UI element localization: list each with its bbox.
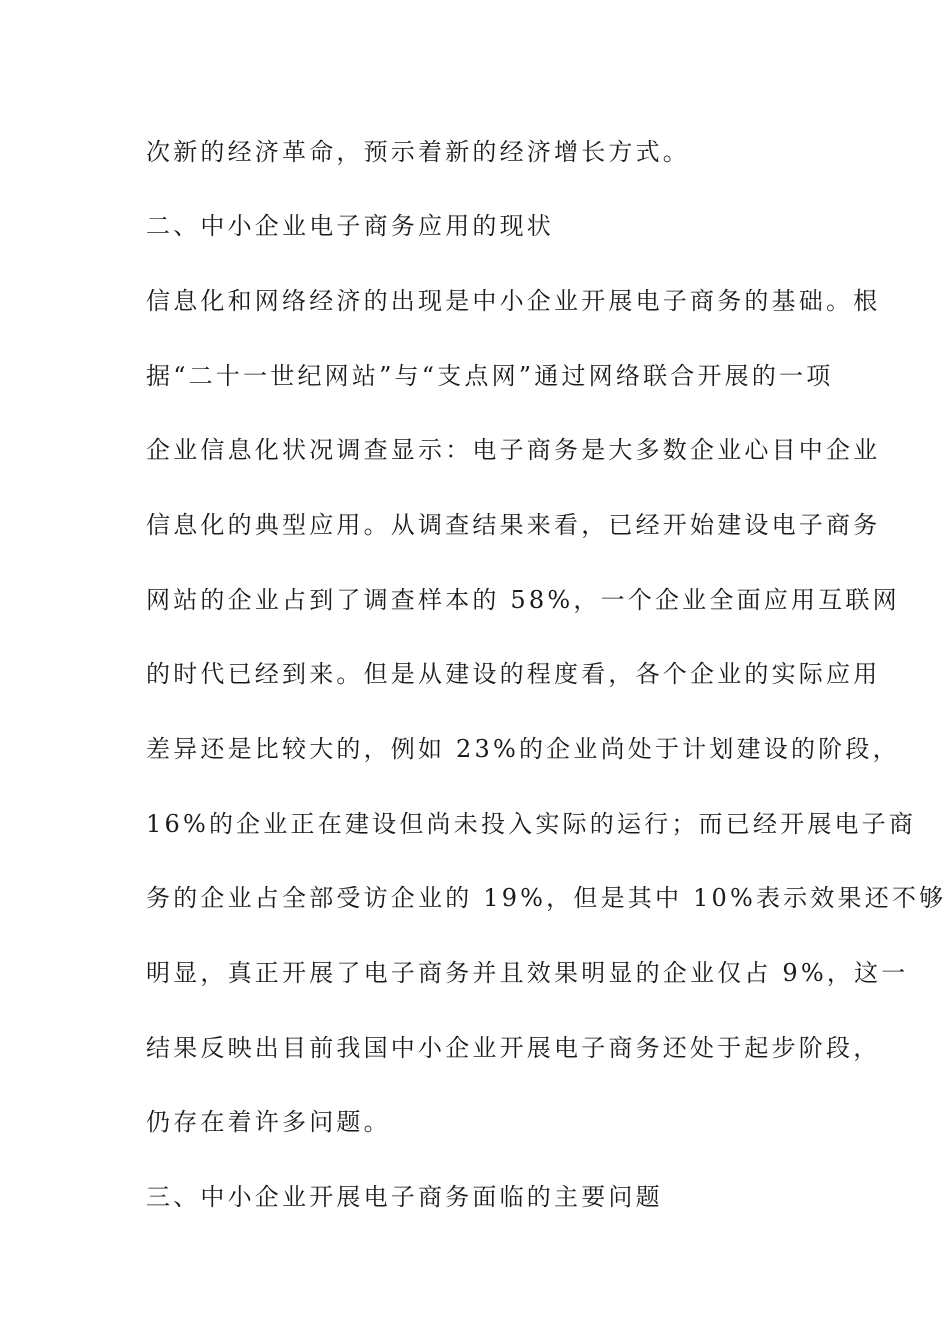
paragraph-line: 次新的经济革命，预示着新的经济增长方式。 [146, 138, 690, 166]
section-heading: 二、中小企业电子商务应用的现状 [146, 212, 554, 240]
paragraph-line: 网站的企业占到了调查样本的 58%，一个企业全面应用互联网 [146, 586, 900, 614]
paragraph-line: 明显，真正开展了电子商务并且效果明显的企业仅占 9%，这一 [146, 959, 909, 987]
paragraph-line: 差异还是比较大的，例如 23%的企业尚处于计划建设的阶段， [146, 735, 900, 763]
paragraph-line: 16%的企业正在建设但尚未投入实际的运行；而已经开展电子商 [146, 810, 917, 838]
section-heading: 三、中小企业开展电子商务面临的主要问题 [146, 1183, 663, 1211]
paragraph-line: 据“二十一世纪网站”与“支点网”通过网络联合开展的一项 [146, 362, 834, 390]
paragraph-line: 结果反映出目前我国中小企业开展电子商务还处于起步阶段， [146, 1034, 881, 1062]
paragraph-line: 务的企业占全部受访企业的 19%，但是其中 10%表示效果还不够 [146, 884, 947, 912]
paragraph-line: 信息化的典型应用。从调查结果来看，已经开始建设电子商务 [146, 511, 881, 539]
paragraph-line: 企业信息化状况调查显示：电子商务是大多数企业心目中企业 [146, 436, 881, 464]
paragraph-line: 信息化和网络经济的出现是中小企业开展电子商务的基础。根 [146, 287, 881, 315]
paragraph-line: 的时代已经到来。但是从建设的程度看，各个企业的实际应用 [146, 660, 881, 688]
paragraph-line: 仍存在着许多问题。 [146, 1108, 391, 1136]
